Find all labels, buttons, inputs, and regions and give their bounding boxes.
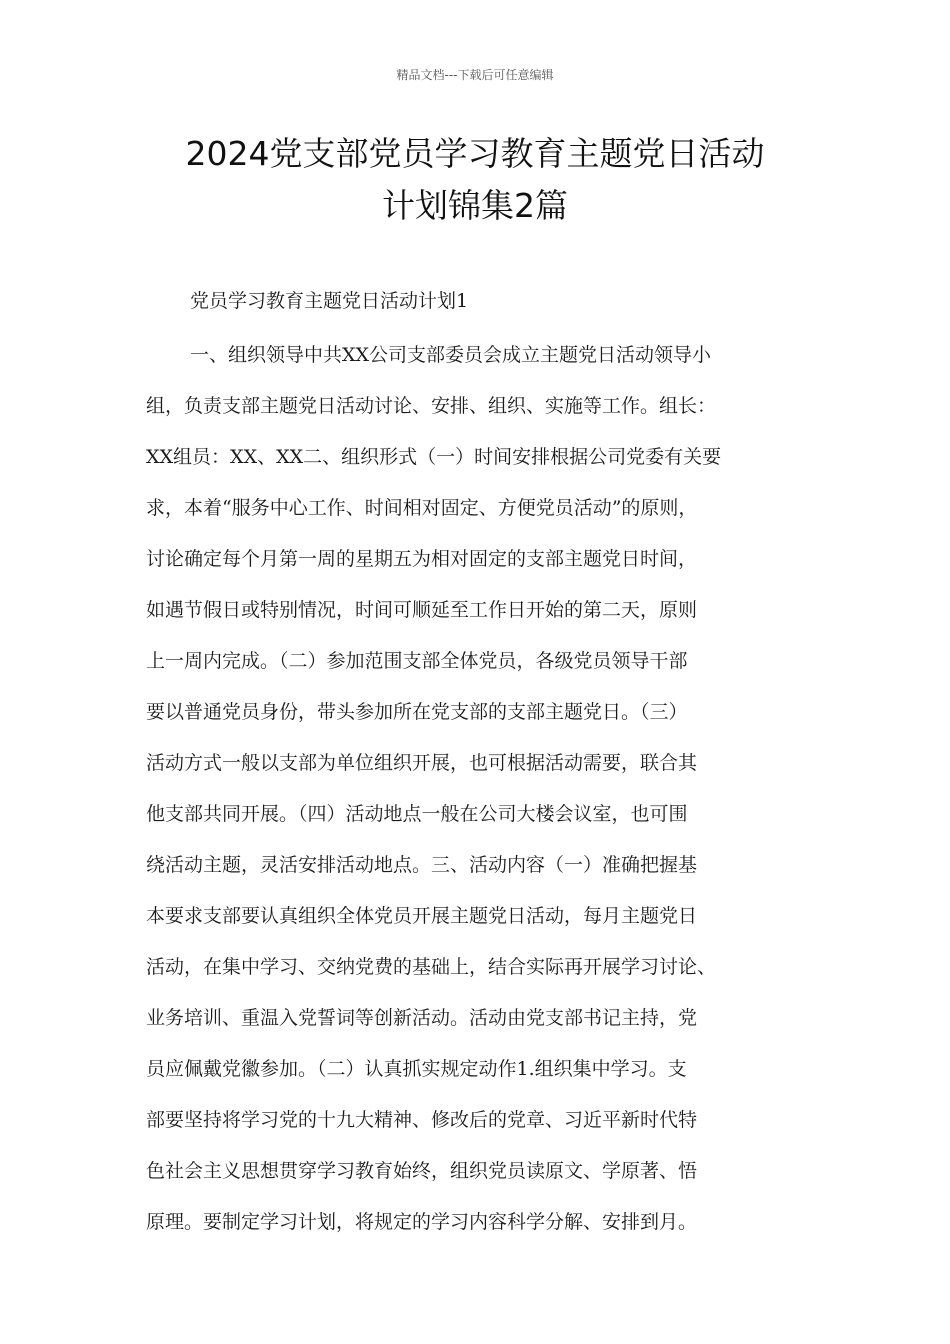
body-line: 本要求支部要认真组织全体党员开展主题党日活动，每月主题党日 [146, 905, 698, 927]
body-line: 员应佩戴党徽参加。（二）认真抓实规定动作1.组织集中学习。支 [146, 1058, 687, 1080]
body-line: 要以普通党员身份，带头参加所在党支部的支部主题党日。（三） [146, 701, 688, 723]
body-line: 讨论确定每个月第一周的星期五为相对固定的支部主题党日时间， [146, 548, 698, 570]
body-line: 求，本着“服务中心工作、时间相对固定、方便党员活动”的原则， [146, 497, 698, 519]
body-line: 如遇节假日或特别情况，时间可顺延至工作日开始的第二天，原则 [146, 599, 698, 621]
body-paragraph [146, 330, 826, 1248]
body-line: 一、组织领导中共XX公司支部委员会成立主题党日活动领导小 [190, 344, 712, 366]
body-line: 业务培训、重温入党誓词等创新活动。活动由党支部书记主持，党 [146, 1007, 698, 1029]
title-line-2: 计划锦集2篇 [382, 186, 568, 225]
section-subtitle: 党员学习教育主题党日活动计划1 [190, 290, 469, 312]
title-line-1: 2024党支部党员学习教育主题党日活动 [185, 134, 765, 173]
body-line: 他支部共同开展。（四）活动地点一般在公司大楼会议室，也可围 [146, 803, 688, 825]
body-line: 活动，在集中学习、交纳党费的基础上，结合实际再开展学习讨论、 [146, 956, 717, 978]
body-line: XX组员：XX、XX二、组织形式（一）时间安排根据公司党委有关要 [146, 446, 722, 468]
body-line: 绕活动主题，灵活安排活动地点。三、活动内容（一）准确把握基 [146, 854, 698, 876]
body-line: 活动方式一般以支部为单位组织开展，也可根据活动需要，联合其 [146, 752, 698, 774]
header-note: 精品文档---下载后可任意编辑 [396, 68, 554, 82]
body-line: 原理。要制定学习计划，将规定的学习内容科学分解、安排到月。 [146, 1211, 698, 1233]
body-line: 色社会主义思想贯穿学习教育始终，组织党员读原文、学原著、悟 [146, 1160, 698, 1182]
body-line: 上一周内完成。（二）参加范围支部全体党员，各级党员领导干部 [146, 650, 688, 672]
document-title [90, 128, 860, 232]
body-line: 组，负责支部主题党日活动讨论、安排、组织、实施等工作。组长： [146, 395, 717, 417]
body-line: 部要坚持将学习党的十九大精神、修改后的党章、习近平新时代特 [146, 1109, 698, 1131]
